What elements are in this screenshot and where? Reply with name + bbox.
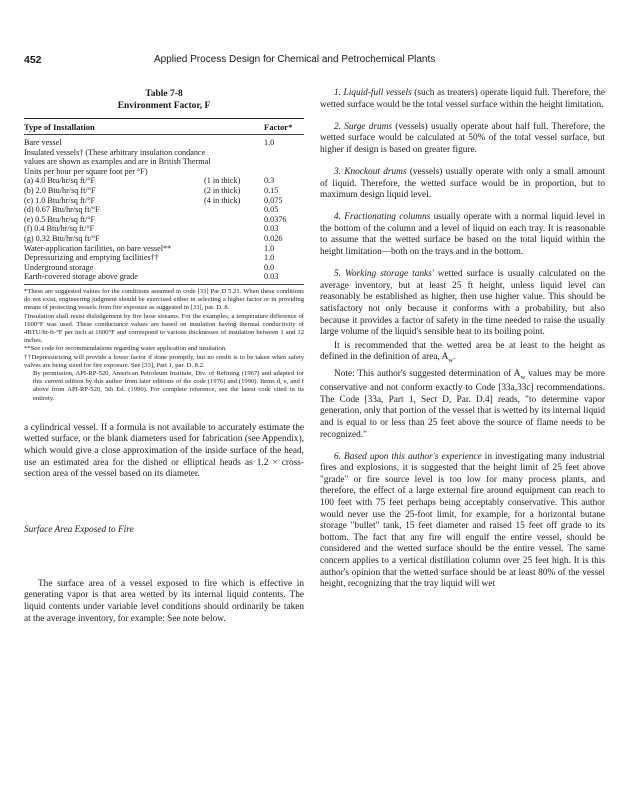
left-body-text bbox=[24, 423, 304, 625]
item-3-text: (vessels) usually operate with only a small amount of liquid. Therefore, the wetted surface would be in proportion, but to maximum design liquid level. bbox=[320, 166, 606, 201]
table-row bbox=[24, 215, 304, 225]
table-row bbox=[24, 176, 304, 186]
factor-value: 0.075 bbox=[264, 195, 283, 205]
table-footnote: ††Depressurizing will provide a lower factor if done promptly, but no credit is to be taken when safety valves are being sized for fire exposure. See [33], Part 1, par. D. 8.2. bbox=[24, 353, 304, 369]
factor-value bbox=[264, 148, 304, 177]
table-row bbox=[24, 253, 304, 263]
installation-type: (b) 2.0 Btu/hr/sq ft/°F bbox=[24, 185, 96, 195]
section-subheading: Surface Area Exposed to Fire bbox=[24, 524, 134, 535]
installation-type: Insulated vessels† (These arbitrary insulation condance values are shown as examples and are in British Thermal Units per hour per square foot per °F) bbox=[24, 147, 211, 176]
column-header-factor: Factor* bbox=[264, 122, 293, 132]
factor-value: 0.026 bbox=[264, 233, 283, 243]
table-row bbox=[24, 224, 304, 234]
environment-factor-table bbox=[24, 88, 304, 403]
left-paragraph-1: a cylindrical vessel. If a formula is not available to accurately estimate the wetted surface, or the blank diameters used for fabrication (see Appendix), which would give a close approximation of the inside surface of the head, use an estimated area for the dished or elliptical heads as 1.2 × cross-section area of the vessel based on its diameter. bbox=[24, 422, 304, 480]
factor-value: 0.0376 bbox=[264, 214, 287, 224]
item-2-text: (vessels) usually operate about half full. Therefore, the wetted surface would be calculated at 50% of the total vessel surface, but higher if design is based on greater figure. bbox=[320, 121, 605, 155]
factor-value: 0.03 bbox=[264, 224, 279, 234]
installation-type: Depressurizing and emptying facilities†† bbox=[24, 253, 159, 263]
table-row bbox=[24, 272, 304, 284]
insulation-thickness: (2 in thick) bbox=[204, 185, 241, 195]
installation-type: (f) 0.4 Btu/hr/sq ft/°F bbox=[24, 224, 95, 234]
table-row bbox=[24, 148, 304, 177]
table-bottom-rule bbox=[24, 284, 304, 285]
installation-type: Water-application facilities, on bare vessel** bbox=[24, 243, 172, 253]
item-6-lead: 6. Based upon this author's experience bbox=[334, 451, 482, 462]
table-footnote: *These are suggested values for the conditions assumed in code [33] Par D 5.21. When these conditions do not exist, engineering judgment should be exercised either in selecting a higher factor or in providing means of protecting vessels from fire exposure as suggested in [33], par. D. 8. bbox=[24, 287, 304, 312]
table-footnote: †Insulation shall resist dislodgement by fire hose streams. For the examples, a temperature difference of 1600°F was used. These conductance values are based on insulation having thermal conductivity of 4BTU/hr-ft-°F per inch at 1600°F and correspond to various thicknesses of insulation between 1 and 12 inches. bbox=[24, 312, 304, 345]
left-paragraph-2: The surface area of a vessel exposed to fire which is effective in generating vapor is that area wetted by its internal liquid contents. The liquid contents under variable level conditions should ordinarily be taken at the average inventory, for example: See note below. bbox=[24, 578, 304, 624]
factor-value: 0.3 bbox=[264, 176, 275, 186]
factor-value: 1.0 bbox=[264, 253, 275, 263]
table-row bbox=[24, 263, 304, 273]
item-author-experience bbox=[320, 452, 605, 591]
installation-type: (e) 0.5 Btu/hr/sq ft/°F bbox=[24, 214, 96, 224]
item-4-lead: 4. Fractionating columns bbox=[334, 212, 431, 223]
table-row bbox=[24, 244, 304, 254]
page-header bbox=[14, 54, 614, 68]
factor-value: 0.05 bbox=[264, 205, 279, 215]
running-title: Applied Process Design for Chemical and Petrochemical Plants bbox=[154, 54, 436, 65]
table-row bbox=[24, 205, 304, 215]
column-header-type: Type of Installation bbox=[24, 122, 95, 132]
item-5-text: wetted surface is usually calculated on the average inventory, but at least 25 ft height, unless liquid level can reasonably be established as higher, then use higher value. This should be satisfactory not only because it conforms with a probability, but also because it provides a factor of safety in the time needed to raise the usually large volume of the liquid's sensible heat to its boiling point. bbox=[320, 269, 605, 338]
factor-value: 0.15 bbox=[264, 185, 279, 195]
left-column bbox=[24, 88, 304, 625]
table-header-row bbox=[24, 119, 304, 134]
table-row bbox=[24, 186, 304, 196]
table-body bbox=[24, 138, 304, 284]
item-3-lead: 3. Knockout drums bbox=[334, 166, 407, 177]
installation-type: (a) 4.0 Btu/hr/sq ft/°F bbox=[24, 176, 96, 186]
installation-type: (c) 1.0 Btu/hr/sq ft/°F bbox=[24, 195, 96, 205]
table-row bbox=[24, 138, 304, 148]
installation-type: Underground storage bbox=[24, 262, 94, 272]
installation-type: Earth-covered storage above grade bbox=[24, 272, 138, 282]
factor-value: 1.0 bbox=[264, 243, 275, 253]
factor-value: 0.03 bbox=[264, 272, 279, 282]
page-number: 452 bbox=[24, 54, 42, 66]
item-4-text: usually operate with a normal liquid level in the bottom of the column and a level of liquid on each tray. It is reasonable to assume that the wetted surface be based on the total liquid within the height limitation—both on the trays and in the bottom. bbox=[320, 212, 605, 258]
item-surge-drums bbox=[320, 122, 605, 157]
item-1-lead: 1. Liquid-full vessels bbox=[334, 88, 412, 98]
table-footnotes bbox=[24, 288, 304, 403]
table-number: Table 7-8 bbox=[145, 89, 183, 99]
item-6-text: in investigating many industrial fires and explosions, it is suggested that the height limit of 25 feet above "grade" or fire source level is too low for many process plants, and therefore, the effect of a large external fire around equipment can reach to 100 feet with 75 feet perhaps being acceptably conservative. This author would never use the 25-foot limit, for example, for a horizontal butane storage "bullet" tank, 15 feet diameter and raised 15 feet off grade to its bottom. The fact that any fire will engulf the entire vessel, should be considered and the wetted surface should be the entire vessel. The same concern applies to a vertical distillation column over 25 feet high. It is this author's opinion that the wetted surface should be at least 80% of the vessel height, recognizing that the tray liquid will wet bbox=[320, 451, 605, 590]
item-knockout-drums bbox=[320, 167, 605, 202]
insulation-thickness: (1 in thick) bbox=[204, 176, 241, 186]
insulation-thickness: (4 in thick) bbox=[204, 195, 241, 205]
table-row bbox=[24, 234, 304, 244]
installation-type: (g) 0.32 Btu/hr/sq ft/°F bbox=[24, 233, 100, 243]
item-liquid-full-vessels bbox=[320, 88, 605, 111]
item-fractionating-columns bbox=[320, 212, 605, 258]
item-working-storage-tanks bbox=[320, 269, 605, 339]
wetted-area-recommendation: It is recommended that the wetted area be at least to the height as defined in the definition of area, $A_w$. bbox=[320, 340, 605, 365]
right-column bbox=[320, 88, 605, 601]
item-1-text: (such as treaters) operate liquid full. Therefore, the wetted surface would be the total vessel surface within the height limitation. bbox=[320, 88, 605, 110]
item-5-lead: 5. Working storage tanks' bbox=[334, 269, 434, 280]
table-row bbox=[24, 196, 304, 206]
installation-type: (d) 0.67 Btu/hr/sq ft/°F bbox=[24, 205, 100, 215]
installation-type: Bare vessel bbox=[24, 138, 62, 147]
table-footnote: **See code for recommendations regarding water application and insulation. bbox=[24, 345, 227, 353]
item-2-lead: 2. Surge drums bbox=[334, 121, 392, 132]
table-footnote: By permission, API-RP-520, American Petroleum Institute, Div. of Refining (1967) and adapted for this current edition by this author from later editions of the code (1976) and (1990). Items d, e, and f above from API-RP-520, 5th Ed. (1990). For complete reference, see the latest code cited in its entirety. bbox=[33, 369, 304, 402]
table-title: Environment Factor, F bbox=[117, 101, 211, 111]
table-header-rule bbox=[24, 134, 304, 135]
factor-value: 1.0 bbox=[264, 138, 275, 147]
factor-value: 0.0 bbox=[264, 262, 275, 272]
author-note: Note: This author's suggested determination of $A_w$ values may be more conservative and not conform exactly to Code [33a,33c] recommendations. The Code [33a, Part 1, Sect D, Par. D.4] reads, "to determine vapor generation, only that portion of the vessel that is wetted by its internal liquid and is equal to or less than 25 feet above the source of flame needs to be recognized." bbox=[320, 368, 605, 440]
